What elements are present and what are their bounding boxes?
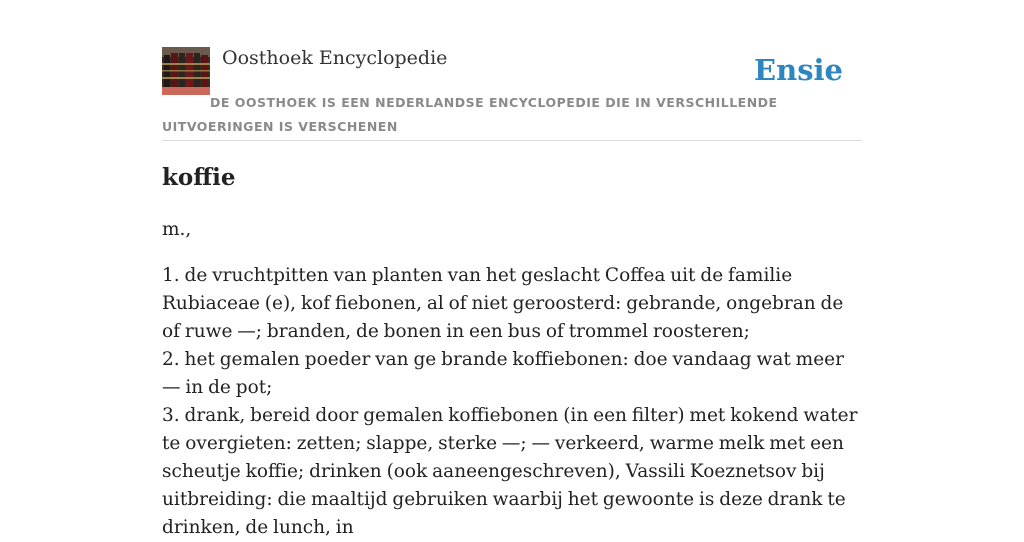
brand-logo[interactable]: Ensie bbox=[754, 53, 843, 87]
source-avatar[interactable] bbox=[162, 47, 210, 95]
book-spines-icon bbox=[162, 47, 210, 95]
definition-item: 2. het gemalen poeder van ge brande koffiebonen: doe vandaag wat meer — in de pot; bbox=[162, 349, 844, 398]
source-header bbox=[162, 46, 862, 141]
entry-content bbox=[162, 160, 862, 542]
entry-title: koffie bbox=[162, 164, 236, 191]
entry-gender: m., bbox=[162, 219, 192, 240]
entry-definitions bbox=[162, 262, 862, 542]
source-name[interactable]: Oosthoek Encyclopedie bbox=[222, 47, 448, 69]
definition-item: 1. de vruchtpitten van planten van het geslacht Coffea uit de familie Rubiaceae (e), kof fiebonen, al of niet geroosterd: gebrande, ongebran de of ruwe —; branden, de bonen in een bus of trommel roosteren; bbox=[162, 265, 844, 342]
definition-item: 3. drank, bereid door gemalen koffiebonen (in een filter) met kokend water te overgieten: zetten; slappe, sterke —; — verkeerd, warme melk met een scheutje koffie; drinken (ook aaneengeschreven), Vassili Koeznetsov bij uitbreiding: die maaltijd gebruiken waarbij het gewoonte is deze drank te drinken, de lunch, in bbox=[162, 405, 858, 538]
source-subtitle: DE OOSTHOEK IS EEN NEDERLANDSE ENCYCLOPEDIE DIE IN VERSCHILLENDE UITVOERINGEN IS VERSCHENEN bbox=[162, 95, 778, 134]
